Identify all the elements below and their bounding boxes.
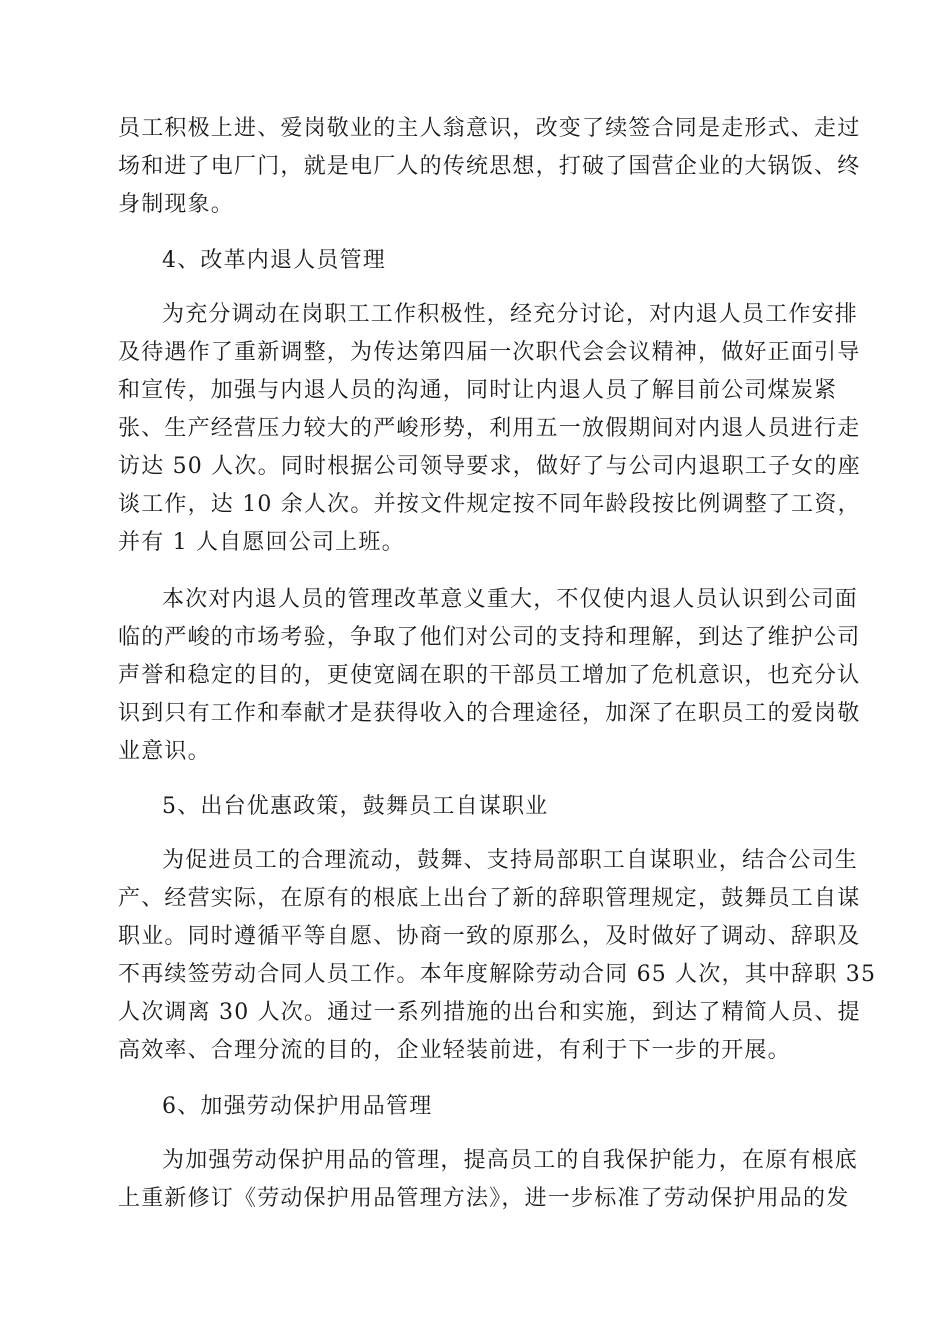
body-text-line: 识到只有工作和奉献才是获得收入的合理途径，加深了在职员工的爱岗敬 bbox=[118, 701, 861, 726]
body-text-line: 为充分调动在岗职工工作积极性，经充分讨论，对内退人员工作安排 bbox=[162, 302, 859, 327]
body-text-line: 和宣传，加强与内退人员的沟通，同时让内退人员了解目前公司煤炭紧 bbox=[118, 378, 838, 403]
body-text-line: 不再续签劳动合同人员工作。本年度解除劳动合同 65 人次，其中辞职 35 bbox=[118, 962, 877, 987]
body-text-line: 场和进了电厂门，就是电厂人的传统思想，打破了国营企业的大锅饭、终 bbox=[118, 154, 861, 179]
body-text-line: 声誉和稳定的目的，更使宽阔在职的干部员工增加了危机意识，也充分认 bbox=[118, 663, 861, 688]
section-heading-4: 4、改革内退人员管理 bbox=[162, 248, 386, 273]
body-text-line: 高效率、合理分流的目的，企业轻装前进，有利于下一步的开展。 bbox=[118, 1038, 791, 1063]
section-heading-5: 5、出台优惠政策，鼓舞员工自谋职业 bbox=[162, 794, 549, 819]
section-heading-6: 6、加强劳动保护用品管理 bbox=[162, 1094, 433, 1119]
body-text-line: 职业。同时遵循平等自愿、协商一致的原那么，及时做好了调动、辞职及 bbox=[118, 924, 861, 949]
body-text-line: 产、经营实际，在原有的根底上出台了新的辞职管理规定，鼓舞员工自谋 bbox=[118, 886, 861, 911]
body-text-line: 人次调离 30 人次。通过一系列措施的出台和实施，到达了精简人员、提 bbox=[118, 1000, 861, 1025]
body-text-line: 及待遇作了重新调整，为传达第四届一次职代会会议精神，做好正面引导 bbox=[118, 340, 861, 365]
body-text-line: 访达 50 人次。同时根据公司领导要求，做好了与公司内退职工子女的座 bbox=[118, 454, 861, 479]
body-text-line: 本次对内退人员的管理改革意义重大，不仅使内退人员认识到公司面 bbox=[162, 587, 859, 612]
body-text-line: 业意识。 bbox=[118, 739, 211, 764]
body-text-line: 临的严峻的市场考验，争取了他们对公司的支持和理解，到达了维护公司 bbox=[118, 625, 861, 650]
body-text-line: 为促进员工的合理流动，鼓舞、支持局部职工自谋职业，结合公司生 bbox=[162, 848, 859, 873]
body-text-line: 张、生产经营压力较大的严峻形势，利用五一放假期间对内退人员进行走 bbox=[118, 416, 861, 441]
body-text-line: 谈工作，达 10 余人次。并按文件规定按不同年龄段按比例调整了工资， bbox=[118, 492, 861, 517]
body-text-line: 身制现象。 bbox=[118, 192, 235, 217]
body-text-line: 并有 1 人自愿回公司上班。 bbox=[118, 530, 405, 555]
body-text-line: 上重新修订《劳动保护用品管理方法》，进一步标准了劳动保护用品的发 bbox=[118, 1186, 850, 1211]
body-text-line: 员工积极上进、爱岗敬业的主人翁意识，改变了续签合同是走形式、走过 bbox=[118, 116, 861, 141]
body-text-line: 为加强劳动保护用品的管理，提高员工的自我保护能力，在原有根底 bbox=[162, 1148, 859, 1173]
